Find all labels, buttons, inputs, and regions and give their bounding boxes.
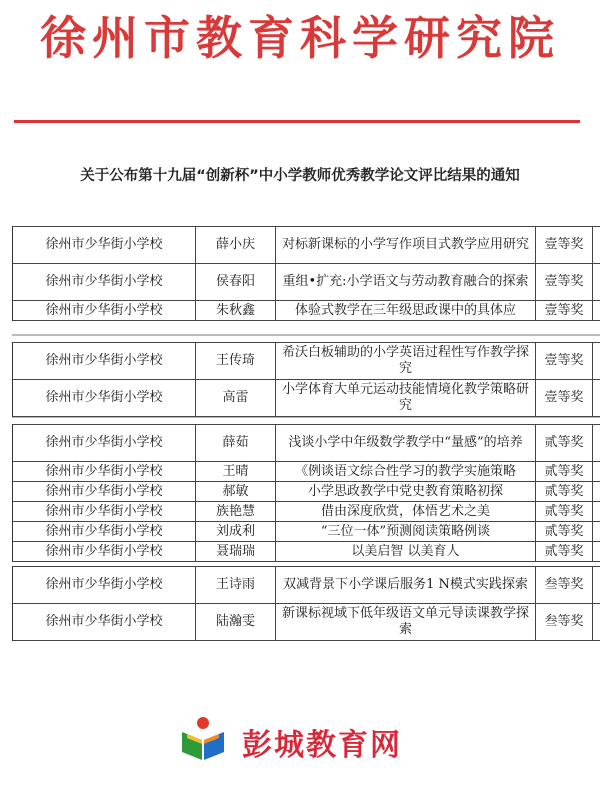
award-cell: 贰等奖 <box>536 522 593 541</box>
school-cell: 徐州市少华街小学校 <box>13 522 196 541</box>
teacher-name-cell: 王诗雨 <box>196 567 276 603</box>
truncated-column-cell <box>593 482 600 501</box>
award-cell: 叁等奖 <box>536 604 593 640</box>
truncated-column-cell <box>593 343 600 379</box>
teacher-name-cell: 郝敏 <box>196 482 276 501</box>
teacher-name-cell: 朱秋鑫 <box>196 301 276 320</box>
table-row <box>13 482 600 502</box>
award-cell: 贰等奖 <box>536 425 593 461</box>
truncated-column-cell <box>593 301 600 320</box>
truncated-column-cell <box>593 604 600 640</box>
school-cell: 徐州市少华街小学校 <box>13 502 196 521</box>
table-row <box>13 542 600 562</box>
award-cell: 贰等奖 <box>536 462 593 481</box>
school-cell: 徐州市少华街小学校 <box>13 604 196 640</box>
table-row <box>13 604 600 641</box>
teacher-name-cell: 族艳慧 <box>196 502 276 521</box>
table-row <box>13 301 600 321</box>
school-cell: 徐州市少华街小学校 <box>13 301 196 320</box>
site-name: 彭城教育网 <box>242 728 402 763</box>
paper-title-cell: 希沃白板辅助的小学英语过程性写作教学探究 <box>276 343 536 379</box>
table-row <box>13 342 600 380</box>
site-logo-icon <box>178 714 228 764</box>
school-cell: 徐州市少华街小学校 <box>13 343 196 379</box>
table-row <box>13 264 600 301</box>
teacher-name-cell: 高雷 <box>196 380 276 416</box>
award-cell: 叁等奖 <box>536 567 593 603</box>
school-cell: 徐州市少华街小学校 <box>13 425 196 461</box>
paper-title-cell: “三位一体”预测阅读策略例谈 <box>276 522 536 541</box>
table-row <box>13 566 600 604</box>
truncated-column-cell <box>593 567 600 603</box>
paper-title-cell: 双减背景下小学课后服务1 N模式实践探索 <box>276 567 536 603</box>
table-row <box>13 462 600 482</box>
paper-title-cell: 小学思政教学中党史教育策略初探 <box>276 482 536 501</box>
table-row <box>13 522 600 542</box>
award-cell: 壹等奖 <box>536 264 593 300</box>
teacher-name-cell: 陆瀚雯 <box>196 604 276 640</box>
teacher-name-cell: 薛茹 <box>196 425 276 461</box>
paper-title-cell: 浅谈小学中年级数学教学中“量感”的培养 <box>276 425 536 461</box>
header-divider <box>14 120 580 123</box>
truncated-column-cell <box>593 227 600 263</box>
truncated-column-cell <box>593 380 600 416</box>
paper-title-cell: 对标新课标的小学写作项目式教学应用研究 <box>276 227 536 263</box>
table-row <box>13 424 600 462</box>
table-row <box>13 380 600 417</box>
table-row <box>13 502 600 522</box>
school-cell: 徐州市少华街小学校 <box>13 567 196 603</box>
truncated-column-cell <box>593 425 600 461</box>
school-cell: 徐州市少华街小学校 <box>13 542 196 561</box>
award-cell: 壹等奖 <box>536 380 593 416</box>
award-cell: 贰等奖 <box>536 502 593 521</box>
award-cell: 贰等奖 <box>536 542 593 561</box>
results-table-fragment <box>12 342 600 417</box>
paper-title-cell: 以美启智 以美育人 <box>276 542 536 561</box>
school-cell: 徐州市少华街小学校 <box>13 227 196 263</box>
table-row <box>13 226 600 264</box>
award-cell: 壹等奖 <box>536 227 593 263</box>
org-name-header: 徐州市教育科学研究院 <box>40 11 560 65</box>
teacher-name-cell: 王晴 <box>196 462 276 481</box>
truncated-column-cell <box>593 462 600 481</box>
paper-title-cell: 重组•扩充:小学语文与劳动教育融合的探索 <box>276 264 536 300</box>
school-cell: 徐州市少华街小学校 <box>13 380 196 416</box>
teacher-name-cell: 薛小庆 <box>196 227 276 263</box>
results-table-fragment <box>12 424 600 562</box>
school-cell: 徐州市少华街小学校 <box>13 462 196 481</box>
truncated-column-cell <box>593 502 600 521</box>
paper-title-cell: 新课标视域下低年级语文单元导读课教学探索 <box>276 604 536 640</box>
notice-title: 关于公布第十九届“创新杯”中小学教师优秀教学论文评比结果的通知 <box>80 168 520 184</box>
award-cell: 贰等奖 <box>536 482 593 501</box>
award-cell: 壹等奖 <box>536 343 593 379</box>
school-cell: 徐州市少华街小学校 <box>13 482 196 501</box>
truncated-column-cell <box>593 542 600 561</box>
results-table-fragment <box>12 566 600 641</box>
award-cell: 壹等奖 <box>536 301 593 320</box>
teacher-name-cell: 聂瑞瑞 <box>196 542 276 561</box>
truncated-column-cell <box>593 264 600 300</box>
teacher-name-cell: 王传琦 <box>196 343 276 379</box>
paper-title-cell: 《例谈语文综合性学习的教学实施策略 <box>276 462 536 481</box>
paper-title-cell: 借由深度欣赏，体悟艺术之美 <box>276 502 536 521</box>
school-cell: 徐州市少华街小学校 <box>13 264 196 300</box>
fragment-gap <box>12 334 600 336</box>
paper-title-cell: 小学体育大单元运动技能情境化教学策略研究 <box>276 380 536 416</box>
truncated-column-cell <box>593 522 600 541</box>
paper-title-cell: 体验式教学在三年级思政课中的具体应 <box>276 301 536 320</box>
results-table-fragment <box>12 226 600 321</box>
teacher-name-cell: 刘成利 <box>196 522 276 541</box>
teacher-name-cell: 侯春阳 <box>196 264 276 300</box>
